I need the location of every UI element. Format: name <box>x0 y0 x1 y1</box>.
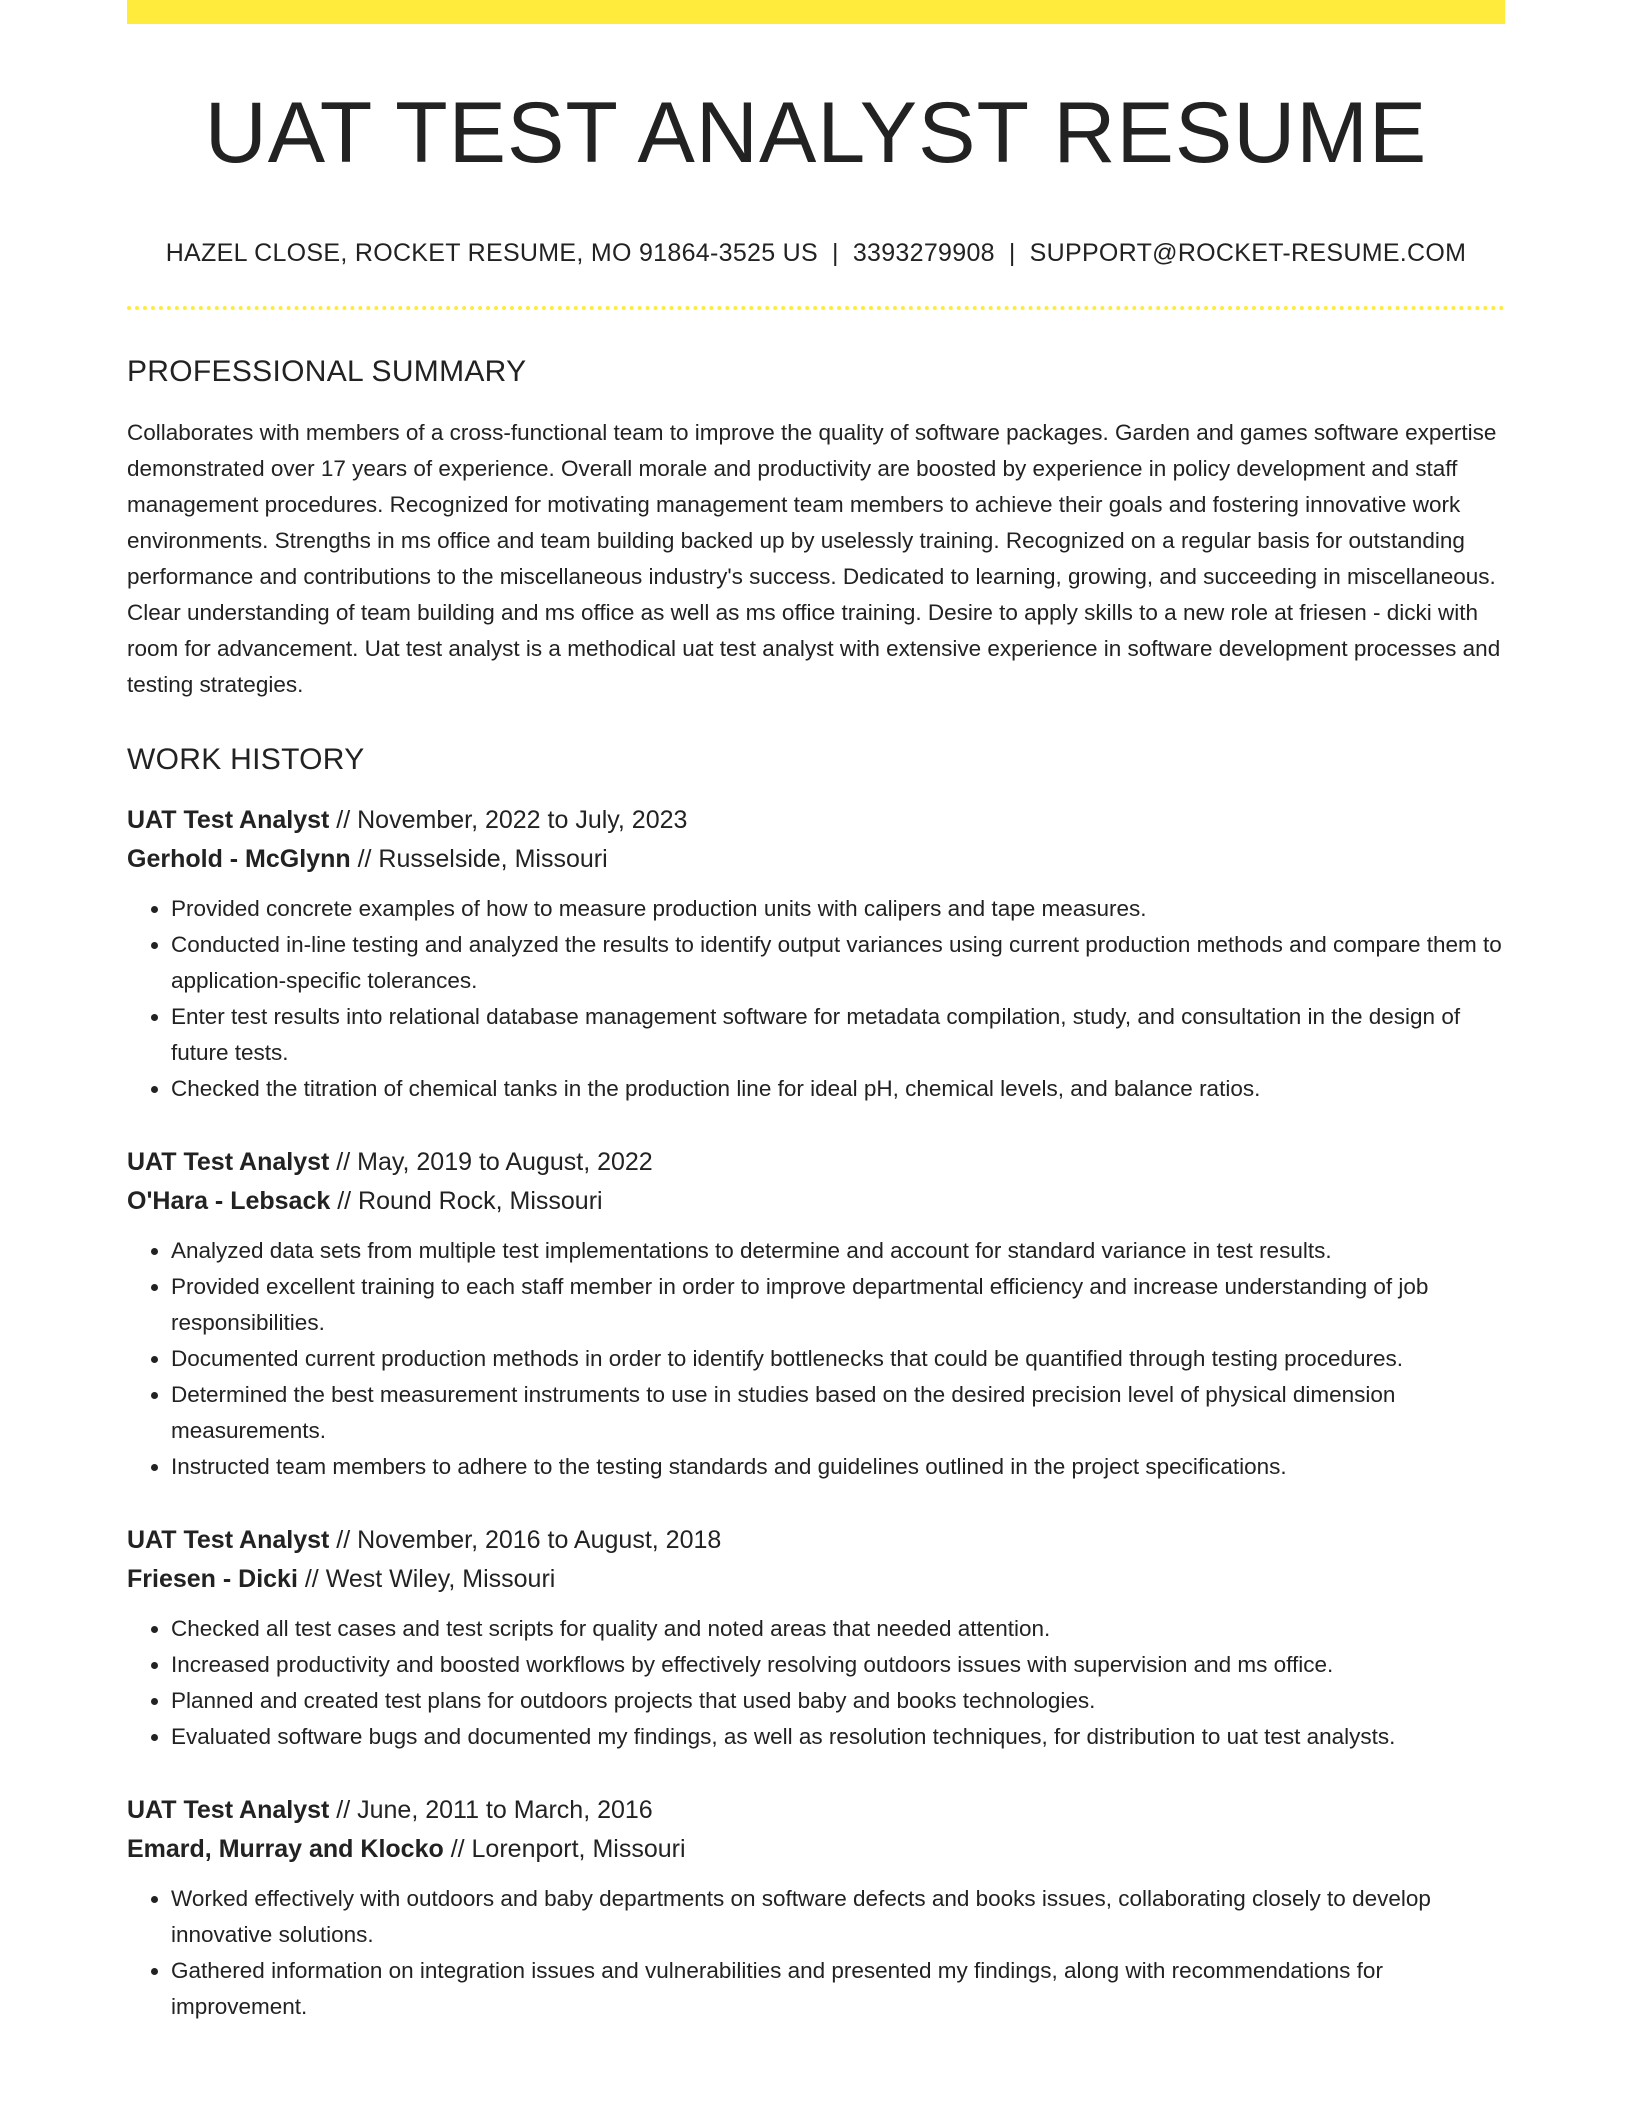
dotted-divider <box>127 306 1505 310</box>
job-bullets <box>127 1233 1505 1485</box>
job-entry <box>127 1143 1505 1485</box>
contact-separator: | <box>832 238 839 267</box>
job-company-line <box>127 840 1505 879</box>
job-bullet: • Analyzed data sets from multiple test implementations to determine and account for standard variance in test results. <box>171 1233 1505 1269</box>
job-bullet: • Increased productivity and boosted workflows by effectively resolving outdoors issues with supervision and ms office. <box>171 1647 1505 1683</box>
job-bullets <box>127 1611 1505 1755</box>
summary-text: Collaborates with members of a cross-functional team to improve the quality of software packages. Garden and games software expertise demonstrated over 17 years of experience. Overall morale and productivity are boosted by experience in policy development and staff management procedures. Recognized for motivating management team members to achieve their goals and fostering innovative work environments. Strengths in ms office and team building backed up by uselessly training. Recognized on a regular basis for outstanding performance and contributions to the miscellaneous industry's success. Dedicated to learning, growing, and succeeding in miscellaneous. Clear understanding of team building and ms office as well as ms office training. Desire to apply skills to a new role at friesen - dicki with room for advancement. Uat test analyst is a methodical uat test analyst with extensive experience in software development processes and testing strategies. <box>127 419 1501 697</box>
job-title: UAT Test Analyst <box>127 1795 330 1824</box>
job-location: // West Wiley, Missouri <box>297 1564 556 1593</box>
job-bullets <box>127 891 1505 1107</box>
job-entry <box>127 1521 1505 1755</box>
job-company: Friesen - Dicki <box>127 1564 298 1593</box>
job-entry <box>127 801 1505 1107</box>
page-title: UAT TEST ANALYST RESUME <box>204 85 1428 181</box>
job-company: O'Hara - Lebsack <box>127 1186 331 1215</box>
job-title-line <box>127 1143 1505 1182</box>
job-bullet: • Conducted in-line testing and analyzed the results to identify output variances using current production methods and compare them to application-specific tolerances. <box>171 927 1505 999</box>
job-title-line <box>127 1791 1505 1830</box>
job-dates: // May, 2019 to August, 2022 <box>329 1147 653 1176</box>
job-bullet: • Instructed team members to adhere to the testing standards and guidelines outlined in the project specifications. <box>171 1449 1505 1485</box>
job-bullet: • Provided excellent training to each staff member in order to improve departmental efficiency and increase understanding of job responsibilities. <box>171 1269 1505 1341</box>
job-bullet: • Evaluated software bugs and documented my findings, as well as resolution techniques, for distribution to uat test analysts. <box>171 1719 1505 1755</box>
job-company: Gerhold - McGlynn <box>127 844 351 873</box>
job-bullet: • Worked effectively with outdoors and baby departments on software defects and books issues, collaborating closely to develop innovative solutions. <box>171 1881 1505 1953</box>
job-company-line <box>127 1830 1505 1869</box>
job-dates: // November, 2022 to July, 2023 <box>329 805 688 834</box>
job-company: Emard, Murray and Klocko <box>127 1834 444 1863</box>
contact-address: HAZEL CLOSE, ROCKET RESUME, MO 91864-3525 US <box>165 238 819 267</box>
job-dates: // November, 2016 to August, 2018 <box>329 1525 722 1554</box>
job-bullet: • Gathered information on integration issues and vulnerabilities and presented my findings, along with recommendations for improvement. <box>171 1953 1505 2025</box>
job-dates: // June, 2011 to March, 2016 <box>329 1795 653 1824</box>
job-bullet: • Documented current production methods in order to identify bottlenecks that could be quantified through testing procedures. <box>171 1341 1505 1377</box>
job-location: // Russelside, Missouri <box>350 844 608 873</box>
top-accent-bar <box>127 0 1505 24</box>
contact-phone: 3393279908 <box>852 238 995 267</box>
summary-heading: PROFESSIONAL SUMMARY <box>127 354 527 388</box>
job-location: // Lorenport, Missouri <box>443 1834 686 1863</box>
job-title: UAT Test Analyst <box>127 805 330 834</box>
job-bullet: • Checked all test cases and test scripts for quality and noted areas that needed attention. <box>171 1611 1505 1647</box>
contact-email: SUPPORT@ROCKET-RESUME.COM <box>1029 238 1467 267</box>
job-title: UAT Test Analyst <box>127 1525 330 1554</box>
job-title-line <box>127 1521 1505 1560</box>
job-entry <box>127 1791 1505 2025</box>
job-bullet: • Enter test results into relational database management software for metadata compilation, study, and consultation in the design of future tests. <box>171 999 1505 1071</box>
job-bullet: • Provided concrete examples of how to measure production units with calipers and tape measures. <box>171 891 1505 927</box>
job-title: UAT Test Analyst <box>127 1147 330 1176</box>
job-company-line <box>127 1560 1505 1599</box>
job-bullets <box>127 1881 1505 2025</box>
job-title-line <box>127 801 1505 840</box>
job-bullet: • Determined the best measurement instruments to use in studies based on the desired precision level of physical dimension measurements. <box>171 1377 1505 1449</box>
job-company-line <box>127 1182 1505 1221</box>
contact-line <box>127 239 1505 268</box>
job-bullet: • Planned and created test plans for outdoors projects that used baby and books technologies. <box>171 1683 1505 1719</box>
job-location: // Round Rock, Missouri <box>330 1186 603 1215</box>
contact-separator: | <box>1008 238 1016 267</box>
job-bullet: • Checked the titration of chemical tanks in the production line for ideal pH, chemical levels, and balance ratios. <box>171 1071 1505 1107</box>
work-history-heading: WORK HISTORY <box>127 742 365 776</box>
resume-page <box>127 0 1505 2061</box>
